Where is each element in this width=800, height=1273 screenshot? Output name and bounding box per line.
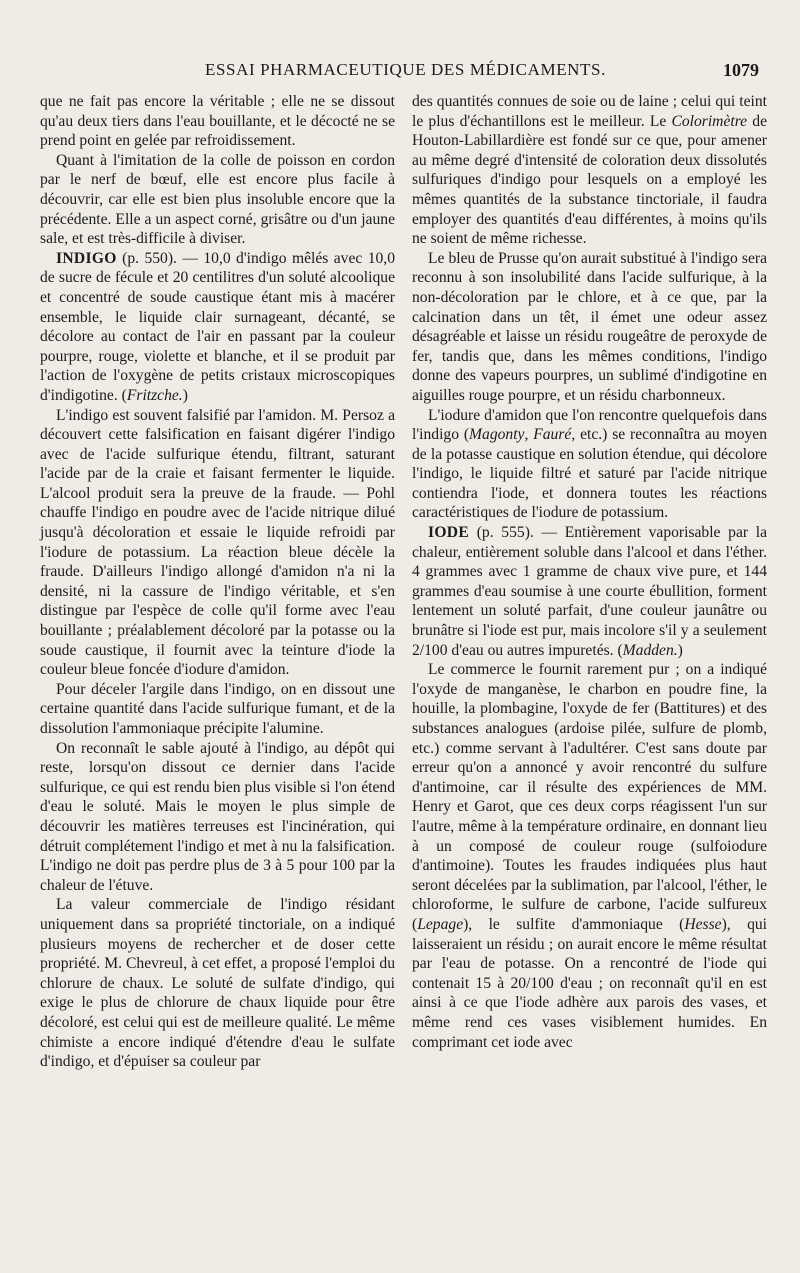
- running-head: [0, 58, 800, 88]
- citation: Lepage: [417, 915, 464, 933]
- paragraph-text: L'iodure d'amidon que l'on rencontre quelquefois dans l'indigo (: [412, 406, 767, 444]
- citation: Madden.: [622, 641, 678, 659]
- right-column: [412, 92, 767, 1052]
- paragraph: La valeur commerciale de l'indigo résidant uniquement dans sa propriété tinctoriale, on a indiqué plusieurs moyens de rechercher et de doser cette propriété. M. Chevreul, à cet effet, a proposé l'emploi du chlorure de chaux. Le soluté de sulfate d'indigo, qui exige le plus de chlorure de chaux liquide pour être décoloré, est celui qui est de meilleure qualité. Le même chimiste a encore indiqué d'étendre d'eau le sulfate d'indigo, et d'épuiser sa couleur par: [40, 896, 395, 1071]
- paragraph-text: , etc.) se reconnaîtra au moyen de la potasse caustique en solution étendue, qui décolore l'indigo, le liquide filtré et saturé par l'acide nitrique contiendra l'iode, et donnera toutes les réactions caractéristiques de l'iodure de potassium.: [412, 426, 768, 522]
- paragraph: [412, 660, 767, 1052]
- paragraph: [412, 406, 767, 524]
- paragraph: que ne fait pas encore la véritable ; elle ne se dissout qu'au deux tiers dans l'eau bouillante, et le décocté ne se prend point en gelée par refroidissement.: [40, 93, 395, 150]
- running-title: ESSAI PHARMACEUTIQUE DES MÉDICAMENTS.: [205, 60, 606, 79]
- paragraph-text: ): [677, 641, 683, 659]
- paragraph: Quant à l'imitation de la colle de poisson en cordon par le nerf de bœuf, elle est encore plus facile à découvrir, car elle est bien plus insoluble encore que la précédente. Elle a un aspect corné, grisâtre ou d'un jaune sale, et est très-difficile à diviser.: [40, 151, 395, 248]
- citation: Hesse: [684, 915, 722, 933]
- paragraph: L'indigo est souvent falsifié par l'amidon. M. Persoz a découvert cette falsification en faisant digérer l'indigo avec de l'acide sulfurique étendu, filtrant, saturant l'acide par de la craie et faisant fermenter le liquide. L'alcool produit sera la preuve de la fraude. — Pohl chauffe l'indigo en poudre avec de l'acide nitrique dilué jusqu'à décoloration et essaie le liquide refroidi par l'iodure de potassium. La réaction bleue décèle la fraude. D'ailleurs l'indigo allongé d'amidon n'a ni la densité, ni la cassure de l'indigo véritable, et s'en distingue par l'espèce de colle qu'il forme avec l'eau bouillante ; préalablement décoloré par la potasse ou la soude caustique, il fournit avec la teinture d'iode la couleur bleue foncée d'iodure d'amidon.: [40, 406, 395, 679]
- paragraph-text: ): [182, 386, 188, 404]
- paragraph-text: des quantités connues de soie ou de laine ; celui qui teint le plus d'échantillons est le meilleur. Le: [412, 93, 767, 130]
- paragraph-text: ,: [524, 426, 534, 444]
- paragraph-text: ), le sulfite d'ammoniaque (: [463, 915, 685, 933]
- citation: Colorimètre: [671, 112, 748, 130]
- paragraph: [412, 92, 767, 249]
- paragraph-text: Le commerce le fournit rarement pur ; on a indiqué l'oxyde de manganèse, le charbon en poudre fine, la houille, la plombagine, l'oxyde de fer (Battitures) et des substances analogues (ardoise pilée, sulfure de plomb, etc.) comme servant à l'adultérer. C'est sans doute par erreur qu'on a annoncé y avoir rencontré du sulfure d'antimoine, car il résulte des expériences de MM. Henry et Garot, que ces deux corps réagissent l'un sur l'autre, même à la température ordinaire, en donnant lieu à un composé de couleur rouge (sulfoiodure d'antimoine). Toutes les fraudes indiquées plus haut seront décelées par la sublimation, par l'alcool, l'éther, le chloroforme, le sulfure de carbone, l'acide sulfureux (: [412, 661, 767, 933]
- paragraph: On reconnaît le sable ajouté à l'indigo, au dépôt qui reste, lorsqu'on dissout ce dernier dans l'acide sulfurique, ce qui est rendu bien plus visible si l'on étend d'eau le soluté. Mais le moyen le plus simple de découvrir les matières terreuses est l'incinération, qui détruit complétement l'indigo et met à nu la falsification. L'indigo ne doit pas perdre plus de 3 à 5 pour 100 par la chaleur de l'étuve.: [40, 739, 395, 894]
- paragraph-text: ), qui laisseraient un résidu ; on aurait encore le même résultat par l'eau de potasse. On a rencontré de l'iode qui contenait 15 à 20/100 d'eau ; on reconnaît qu'il en est ainsi à ce que l'iode adhère aux parois des vases, et même rend ces vases visiblement humides. En comprimant cet iode avec: [412, 915, 768, 1051]
- citation: Magonty: [469, 426, 525, 444]
- paragraph-text: (p. 555). — Entièrement vaporisable par la chaleur, entièrement soluble dans l'alcool et dans l'éther. 4 grammes avec 1 gramme de chaux vive pure, et 144 grammes d'eau soumise à une courte ébullition, forment lentement un soluté parfait, d'une couleur jaunâtre ou brunâtre si l'iode est pur, mais incolore s'il y a seulement 2/100 d'eau ou autres impuretés. (: [412, 524, 767, 659]
- paragraph: Le bleu de Prusse qu'on aurait substitué à l'indigo sera reconnu à son insolubilité dans l'acide sulfurique, à la non-décoloration par le chlore, et à ce que, par la calcination dans un têt, il émet une odeur assez désagréable et laisse un résidu rougeâtre de peroxyde de fer, tandis que, dans les mêmes conditions, l'indigo donne des vapeurs pourpres, un sublimé d'indigotine en aiguilles rouge pourpre, et un résidu charbonneux.: [412, 249, 767, 404]
- paragraph-text: (p. 550). — 10,0 d'indigo mêlés avec 10,0 de sucre de fécule et 20 centilitres d'un soluté alcoolique et concentré de soude caustique étant mis à macérer ensemble, le liquide clair surnageant, décanté, se décolore au contact de l'air en passant par la couleur pourpre, rouge, violette et blanche, et il se produit par l'action de l'oxygène de petits cristaux microscopiques d'indigotine. (: [40, 249, 395, 404]
- paragraph-iode: [412, 523, 767, 660]
- entry-heading-iode: IODE: [428, 524, 470, 542]
- citation: Fritzche.: [126, 386, 183, 404]
- entry-heading-indigo: INDIGO: [56, 249, 117, 267]
- paragraph: Pour déceler l'argile dans l'indigo, on en dissout une certaine quantité dans l'acide sulfurique fumant, et de la dissolution l'ammoniaque précipite l'alumine.: [40, 680, 395, 737]
- left-column: [40, 92, 395, 1072]
- paragraph-indigo: [40, 249, 395, 406]
- paragraph-text: de Houton-Labillardière est fondé sur ce que, pour amener au même degré d'intensité de coloration deux dissolutés sulfuriques d'indigo pour lesquels on a employé les mêmes quantités de la substance tinctoriale, il faudra employer des quantités d'eau différentes, à moins qu'ils ne soient de même richesse.: [412, 112, 768, 248]
- page-number: 1079: [723, 60, 759, 80]
- citation: Fauré: [533, 426, 572, 444]
